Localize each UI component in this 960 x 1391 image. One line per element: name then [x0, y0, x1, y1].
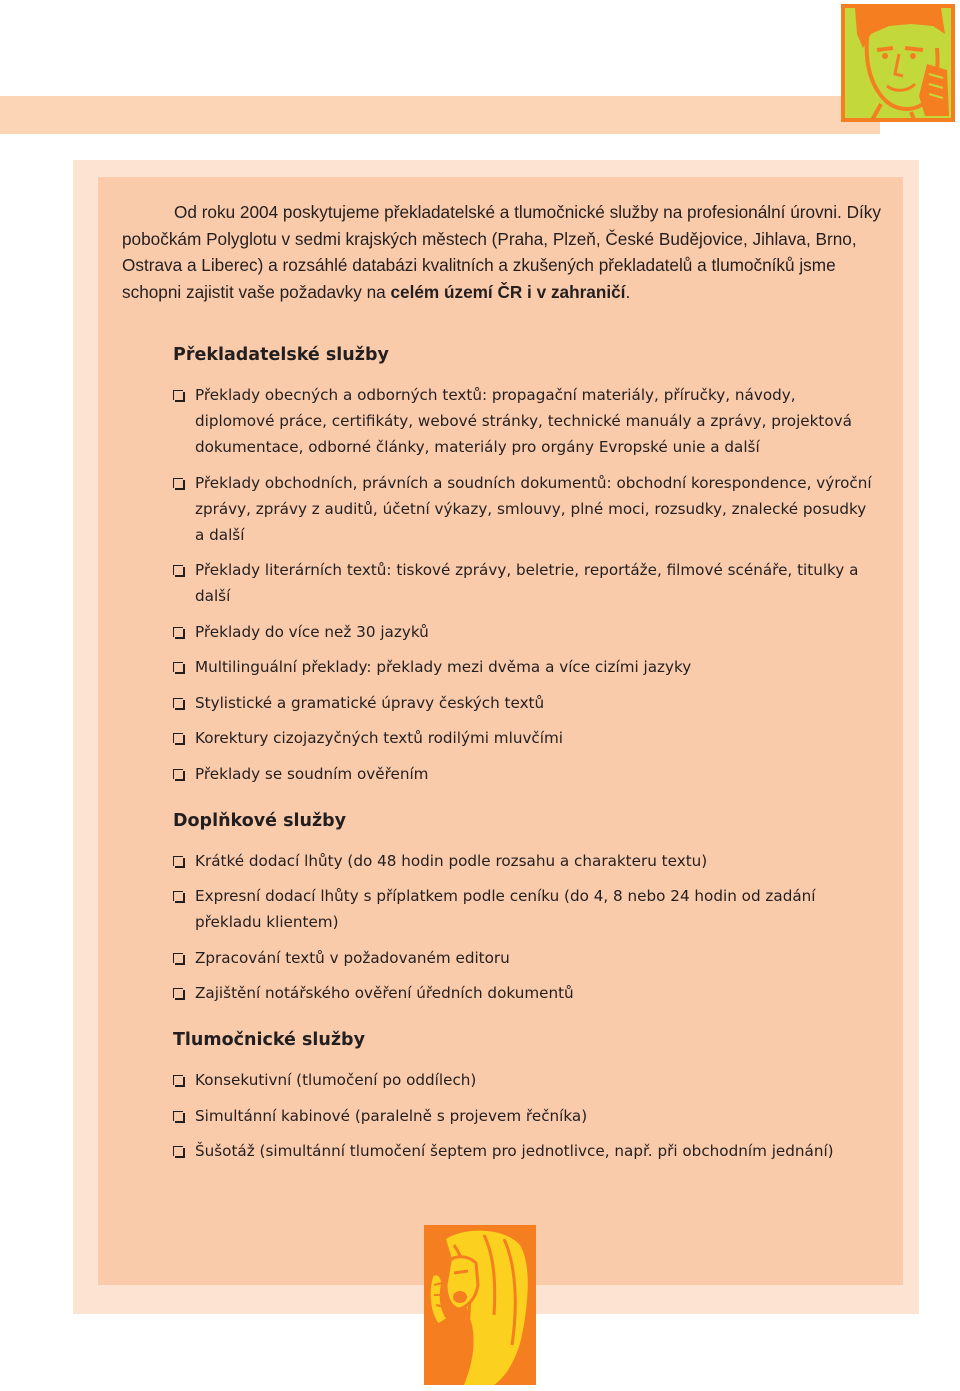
list-item	[173, 1103, 873, 1129]
service-list	[173, 382, 873, 787]
section-title: Tlumočnické služby	[173, 1030, 365, 1050]
list-item	[173, 654, 873, 680]
checkbox-bullet-icon	[173, 698, 183, 708]
checkbox-bullet-icon	[173, 627, 183, 637]
list-item-text: Stylistické a gramatické úpravy českých textů	[195, 693, 545, 712]
checkbox-bullet-icon	[173, 733, 183, 743]
list-item-text: Překlady obchodních, právních a soudních dokumentů: obchodní korespondence, výroční zprávy, zprávy z auditů, účetní výkazy, smlouvy, plné moci, rozsudky, znalecké posudky a další	[195, 473, 872, 544]
list-item-text: Překlady se soudním ověřením	[195, 764, 429, 783]
section-title: Doplňkové služby	[173, 810, 347, 831]
list-item-text: Krátké dodací lhůty (do 48 hodin podle rozsahu a charakteru textu)	[195, 851, 708, 870]
list-item	[173, 848, 873, 874]
checkbox-bullet-icon	[173, 769, 183, 779]
checkbox-bullet-icon	[173, 1075, 183, 1085]
list-item	[173, 945, 873, 971]
checkbox-bullet-icon	[173, 1111, 183, 1121]
intro-text: Od roku 2004 poskytujeme překladatelské a tlumočnické služby na profesionální úrovni. Díky pobočkám Polyglotu v sedmi krajských městech (Praha, Plzeň, České Budějovice, Jihlava, Brno, Ostrava a Liberec) a rozsáhlé databázi kvalitních a zkušených překladatelů a tlumočníků jsme schopni zajistit vaše požadavky na	[122, 202, 881, 302]
list-item-text: Překlady literárních textů: tiskové zprávy, beletrie, reportáže, filmové scénáře, titulky a další	[195, 561, 859, 605]
services-content	[173, 342, 873, 1185]
checkbox-bullet-icon	[173, 565, 183, 575]
list-item-text: Šušotáž (simultánní tlumočení šeptem pro jednotlivce, např. při obchodním jednání)	[195, 1142, 834, 1160]
list-item	[173, 761, 873, 787]
list-item-text: Překlady do více než 30 jazyků	[195, 622, 429, 641]
intro-emphasis: celém území ČR i v zahraničí	[390, 281, 626, 302]
list-item	[173, 619, 873, 645]
intro-text-end: .	[625, 281, 631, 302]
section-interpreting-services	[173, 1027, 873, 1164]
checkbox-bullet-icon	[173, 1146, 183, 1156]
list-item	[173, 470, 873, 548]
list-item-text: Překlady obecných a odborných textů: propagační materiály, příručky, návody, diplomové práce, certifikáty, webové stránky, technické manuály a zprávy, projektová dokumentace, odborné články, materiály pro orgány Evropské unie a další	[195, 386, 852, 456]
list-item-text: Expresní dodací lhůty s příplatkem podle ceníku (do 4, 8 nebo 24 hodin od zadání překladu klientem)	[195, 887, 816, 931]
list-item	[173, 690, 873, 716]
list-item-text: Zpracování textů v požadovaném editoru	[195, 948, 510, 967]
service-list	[173, 848, 873, 1007]
service-list	[173, 1067, 873, 1164]
list-item-text: Simultánní kabinové (paralelně s projevem řečníka)	[195, 1106, 588, 1125]
woman-whispering-illustration	[424, 1225, 536, 1385]
checkbox-bullet-icon	[173, 390, 183, 400]
list-item	[173, 557, 873, 609]
section-title: Překladatelské služby	[173, 345, 389, 365]
list-item	[173, 883, 873, 935]
man-face-illustration	[841, 4, 955, 122]
checkbox-bullet-icon	[173, 478, 183, 488]
section-translation-services	[173, 342, 873, 787]
list-item-text: Zajištění notářského ověření úředních dokumentů	[195, 984, 574, 1002]
list-item	[173, 725, 873, 751]
checkbox-bullet-icon	[173, 856, 183, 866]
checkbox-bullet-icon	[173, 891, 183, 901]
list-item-text: Korektury cizojazyčných textů rodilými mluvčími	[195, 729, 564, 747]
section-additional-services	[173, 808, 873, 1007]
top-band	[0, 96, 880, 134]
list-item-text: Konsekutivní (tlumočení po oddílech)	[195, 1071, 477, 1089]
checkbox-bullet-icon	[173, 662, 183, 672]
list-item	[173, 980, 873, 1006]
intro-paragraph	[122, 199, 890, 305]
list-item	[173, 1138, 873, 1164]
checkbox-bullet-icon	[173, 988, 183, 998]
list-item	[173, 1067, 873, 1093]
checkbox-bullet-icon	[173, 953, 183, 963]
list-item-text: Multilinguální překlady: překlady mezi dvěma a více cizími jazyky	[195, 658, 692, 676]
list-item	[173, 382, 873, 460]
